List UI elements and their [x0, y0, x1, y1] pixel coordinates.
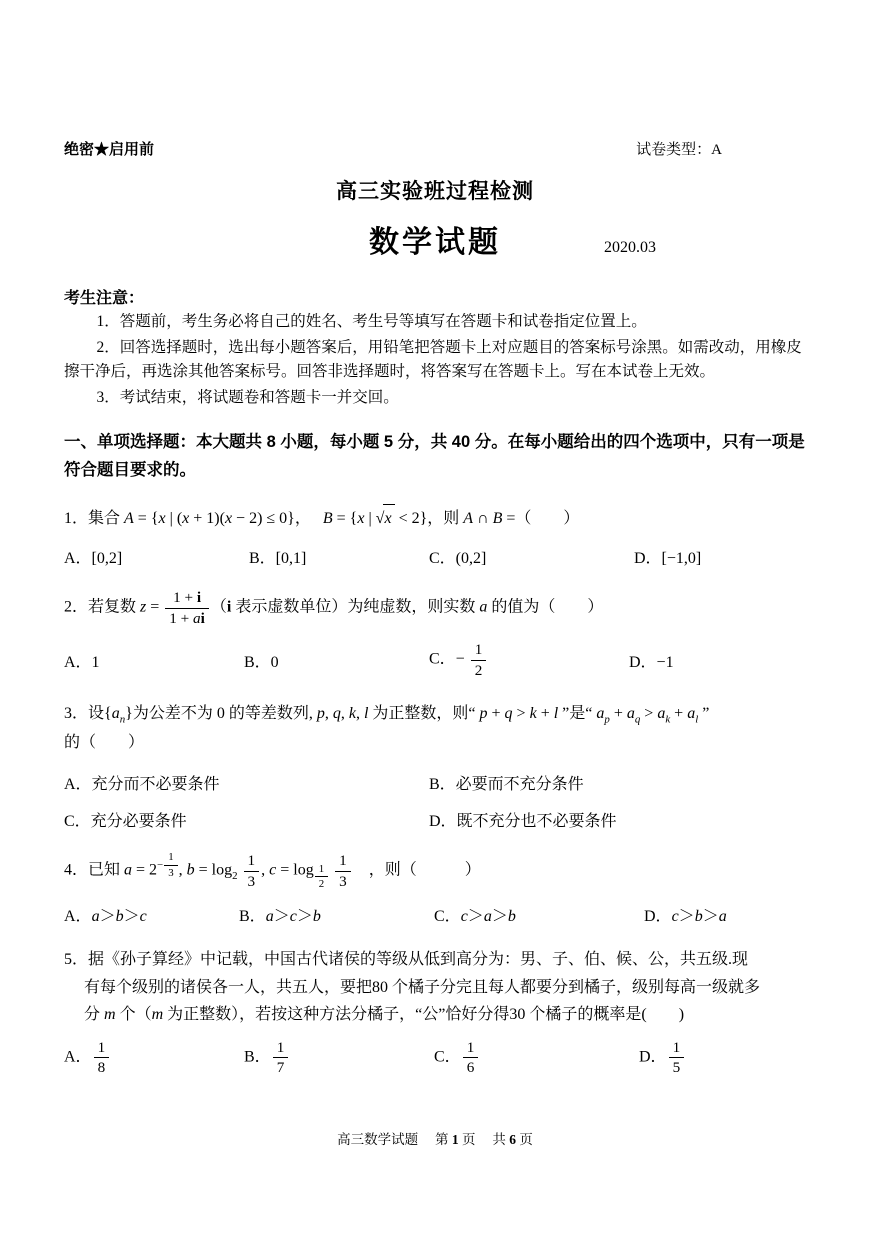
question-2-stem: 2．若复数 z = $\frac{1 + i}{1 + ai}$ （i 表示虚数单位）为纯虚数，则实数 a 的值为（ ）	[64, 589, 604, 627]
notice-section	[64, 285, 806, 410]
question-3	[64, 700, 806, 831]
question-4-option-c: C．c＞a＞b	[434, 908, 516, 926]
exam-title: 数学试题	[369, 226, 501, 259]
question-3-option-c: C．充分必要条件	[64, 813, 187, 831]
question-1-option-b: B．[0,1]	[249, 550, 307, 568]
question-1-option-a: A．[0,2]	[64, 550, 123, 568]
notice-item-1: 1．答题前，考生务必将自己的姓名、考生号等填写在答题卡和试卷指定位置上。	[96, 313, 647, 330]
question-2-option-d: D．−1	[629, 653, 674, 671]
question-1-option-c: C．(0,2]	[429, 550, 487, 568]
question-2-option-c: C．− $\frac{1}{2}$	[429, 640, 629, 680]
paper-type-label: 试卷类型：A	[636, 142, 722, 158]
question-5-option-d: D． $\frac{1}{5}$	[639, 1038, 806, 1078]
question-3-option-b: B．必要而不充分条件	[429, 776, 584, 794]
secrecy-label: 绝密★启用前	[64, 142, 155, 158]
exam-subtitle: 高三实验班过程检测	[336, 179, 534, 203]
question-4-stem: 4．已知 $a = 2^{- \frac{1}{3}}$ , $b = \log_2$ $\frac{1}{3}$ , c = log $_{\frac{1}{2}}$ $\frac{1}{3}$ ，则（ ）	[64, 851, 481, 891]
question-3-stem: 3．设$\{a_n\}$为公差不为 0 的等差数列, p, q, k, l 为正整数，则“ p + q > k + l ”是“ $a_p + a_q > a_k + a_l$ ” 的（ ）	[64, 705, 710, 752]
section-1-heading: 一、单项选择题：本大题共 8 小题，每小题 5 分，共 40 分。在每小题给出的四个选项中，只有一项是符合题目要求的。	[64, 433, 805, 480]
question-1-stem: 1．集合 A = {x | (x + 1)(x − 2) ≤ 0}， B = {x | √x < 2}，则 A ∩ B =（ ）	[64, 504, 806, 533]
top-header	[64, 138, 806, 159]
question-3-options	[64, 771, 806, 831]
question-3-option-a: A．充分而不必要条件	[64, 776, 220, 794]
question-5-stem: 5．据《孙子算经》中记载，中国古代诸侯的等级从低到高分为：男、子、伯、候、公，共五级.现 有每个级别的诸侯各一人，共五人，要把80 个橘子分完且每人都要分到橘子，级别每高一级就多 分 m 个（m 为正整数），若按这种方法分橘子，“公”恰好分得30 个橘子的概率是( )	[64, 951, 761, 1023]
question-4-option-b: B．a＞c＞b	[239, 908, 321, 926]
title-row	[64, 217, 806, 261]
question-4	[64, 851, 806, 926]
notice-heading: 考生注意：	[64, 290, 145, 307]
question-5-option-a: A． $\frac{1}{8}$	[64, 1038, 244, 1078]
question-4-option-d: D．c＞b＞a	[644, 908, 727, 926]
question-5-option-b: B． $\frac{1}{7}$	[244, 1038, 434, 1078]
question-2-option-b: B．0	[244, 653, 279, 671]
question-4-options	[64, 903, 806, 926]
notice-item-3: 3．考试结束，将试题卷和答题卡一并交回。	[96, 389, 399, 407]
question-3-option-d: D．既不充分也不必要条件	[429, 813, 617, 831]
question-1	[64, 504, 806, 568]
question-5-options	[64, 1038, 806, 1078]
question-1-options	[64, 545, 806, 568]
question-5-option-c: C． $\frac{1}{6}$	[434, 1038, 639, 1078]
question-2	[64, 588, 806, 680]
question-5	[64, 946, 806, 1078]
notice-item-2: 2．回答选择题时，选出每小题答案后，用铅笔把答题卡上对应题目的答案标号涂黑。如需改动，用橡皮擦干净后，再选涂其他答案标号。回答非选择题时，将答案写在答题卡上。写在本试卷上无效。	[64, 339, 802, 381]
question-2-option-a: A．1	[64, 653, 100, 671]
question-2-options	[64, 640, 806, 680]
question-1-option-d: D．[−1,0]	[634, 550, 702, 568]
page-footer: 高三数学试题 第 1 页 共 6 页	[337, 1132, 533, 1147]
exam-date: 2020.03	[604, 239, 656, 256]
question-4-option-a: A．a＞b＞c	[64, 908, 147, 926]
